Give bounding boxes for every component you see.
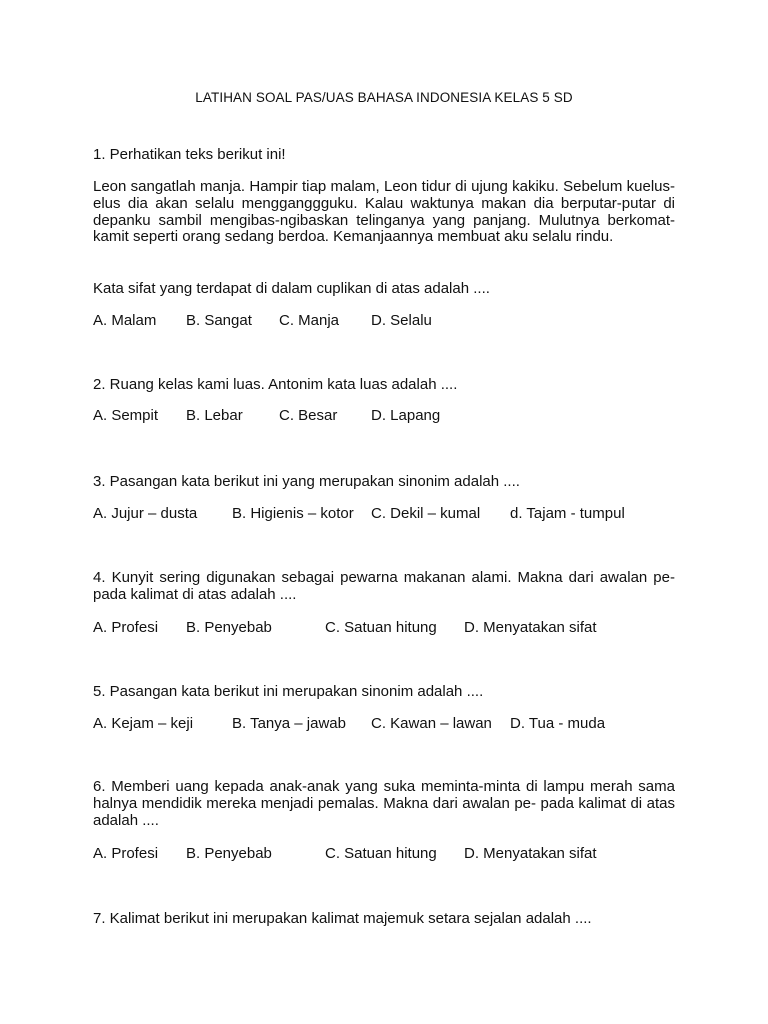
question-3-text: 3. Pasangan kata berikut ini yang merupakan sinonim adalah .... [93,473,520,490]
question-2-option-d: D. Lapang [371,407,441,424]
question-5-options [93,715,693,733]
question-2-option-c: C. Besar [279,407,338,424]
document-title: LATIHAN SOAL PAS/UAS BAHASA INDONESIA KELAS 5 SD [195,90,573,105]
question-5-option-a: A. Kejam – keji [93,715,194,732]
question-6-option-c: C. Satuan hitung [325,845,437,862]
question-4-options [93,619,693,637]
question-6-options [93,845,693,863]
question-6-option-a: A. Profesi [93,845,159,862]
question-5-option-b: B. Tanya – jawab [232,715,346,732]
question-5-option-c: C. Kawan – lawan [371,715,492,732]
question-2-text: 2. Ruang kelas kami luas. Antonim kata luas adalah .... [93,376,458,393]
question-5-option-d: D. Tua - muda [510,715,606,732]
question-4-option-d: D. Menyatakan sifat [464,619,597,636]
question-3-option-b: B. Higienis – kotor [232,505,354,522]
question-6-option-b: B. Penyebab [186,845,272,862]
question-3-option-d: d. Tajam - tumpul [510,505,625,522]
question-4-text: 4. Kunyit sering digunakan sebagai pewarna makanan alami. Makna dari awalan pe-pada kalimat di atas adalah .... [93,569,675,603]
question-1-option-c: C. Manja [279,312,340,329]
question-1-prompt: 1. Perhatikan teks berikut ini! [93,146,286,163]
question-2-option-b: B. Lebar [186,407,243,424]
question-1-option-b: B. Sangat [186,312,252,329]
question-4-option-a: A. Profesi [93,619,159,636]
question-6-text: 6. Memberi uang kepada anak-anak yang suka meminta-minta di lampu merah sama halnya mendidik mereka menjadi pemalas. Makna dari awalan pe- pada kalimat di atas adalah .... [93,778,675,829]
question-1-passage: Leon sangatlah manja. Hampir tiap malam, Leon tidur di ujung kakiku. Sebelum kuelus-elus dia akan selalu mengganggguku. Kalau waktunya makan dia berputar-putar di depanku sambil mengibas-ngibaskan telinganya yang panjang. Mulutnya berkomat-kamit seperti orang sedang berdoa. Kemanjaannya membuat aku selalu rindu. [93,178,675,246]
question-1-options [93,312,693,330]
question-5-text: 5. Pasangan kata berikut ini merupakan sinonim adalah .... [93,683,484,700]
question-1-option-a: A. Malam [93,312,157,329]
question-1-option-d: D. Selalu [371,312,432,329]
question-4-option-b: B. Penyebab [186,619,272,636]
question-2-options [93,407,693,425]
question-4-option-c: C. Satuan hitung [325,619,437,636]
question-2-option-a: A. Sempit [93,407,159,424]
question-3-option-c: C. Dekil – kumal [371,505,481,522]
question-3-options [93,505,693,523]
question-6-option-d: D. Menyatakan sifat [464,845,597,862]
question-1-text: Kata sifat yang terdapat di dalam cuplikan di atas adalah .... [93,280,490,297]
question-7-text: 7. Kalimat berikut ini merupakan kalimat majemuk setara sejalan adalah .... [93,910,592,927]
question-3-option-a: A. Jujur – dusta [93,505,198,522]
